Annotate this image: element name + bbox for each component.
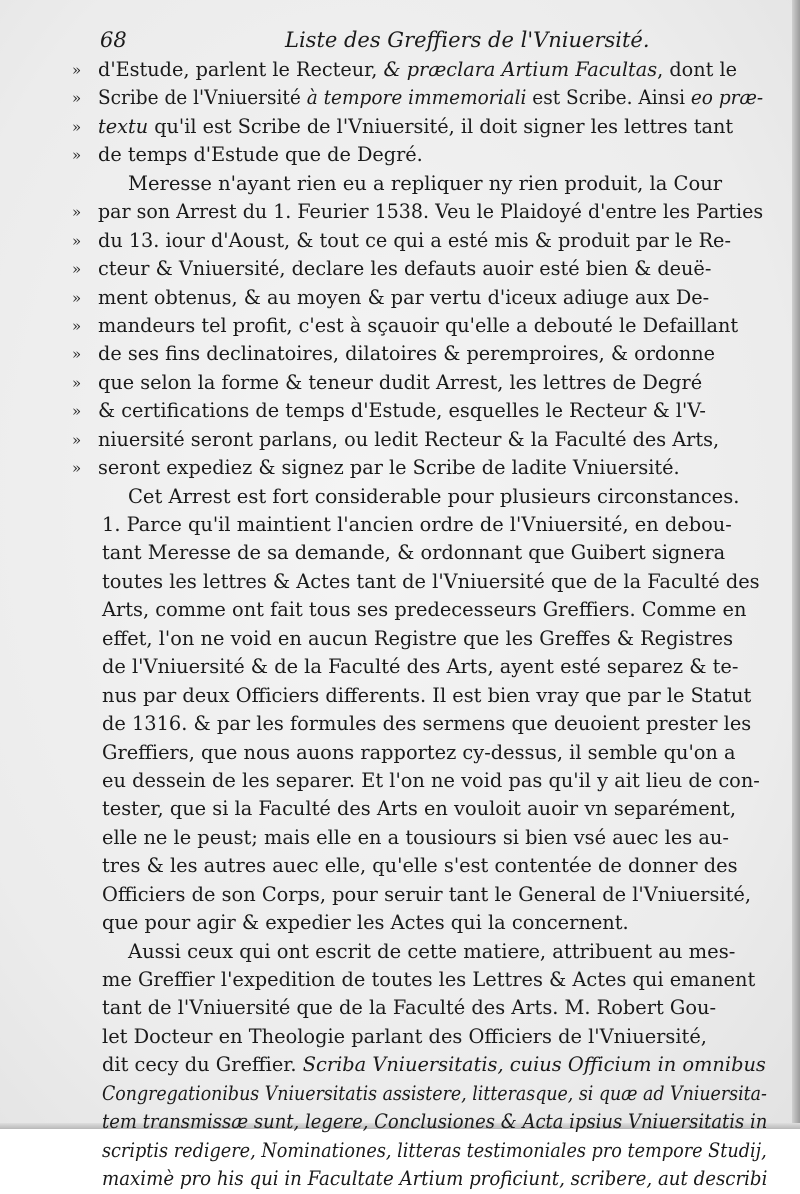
line-text	[128, 938, 772, 966]
text-line	[72, 909, 772, 937]
line-text	[102, 653, 767, 681]
text-line	[72, 938, 772, 966]
text-segment: , dont le	[657, 58, 738, 81]
text-line	[72, 84, 772, 112]
text-segment: Officiers de son Corps, pour seruir tant le General de l'Vniuersité,	[102, 882, 752, 906]
line-text	[128, 170, 772, 198]
text-segment: Arts, comme ont fait tous ses predecesseurs Greffiers. Comme en	[102, 598, 747, 622]
line-text	[98, 397, 763, 425]
text-line	[72, 625, 772, 653]
quote-mark: »	[72, 459, 82, 478]
text-segment: Greffiers, que nous auons rapportez cy-dessus, il semble qu'on a	[102, 740, 736, 764]
text-line	[72, 340, 772, 368]
text-line	[72, 881, 772, 909]
text-line	[72, 994, 772, 1022]
quote-mark: »	[72, 316, 82, 335]
text-line	[72, 255, 772, 283]
running-title: Liste des Greffiers de l'Vniuersité.	[285, 28, 650, 52]
text-line	[72, 198, 772, 226]
line-text	[102, 767, 767, 795]
text-line	[72, 1165, 772, 1193]
italic-segment: & præclara Artium Facultas	[383, 58, 658, 81]
text-line	[72, 56, 772, 84]
text-line	[72, 568, 772, 596]
text-segment: par son Arrest du 1. Feurier 1538. Veu le Plaidoyé d'entre les Parties	[98, 200, 764, 224]
italic-segment: eo præ-	[690, 86, 764, 110]
quote-mark: »	[72, 430, 82, 449]
text-segment: & certifications de temps d'Estude, esquelles le Recteur & l'V-	[98, 399, 706, 423]
italic-segment: tem transmissæ sunt, legere, Conclusiones & Acta ipsius Vniuersitatis in	[102, 1110, 768, 1134]
line-text	[102, 881, 767, 909]
text-segment: elle ne le peust; mais elle en a tousiours si bien vsé auec les au-	[102, 825, 729, 849]
quote-mark: »	[72, 260, 82, 279]
text-segment: que pour agir & expedier les Actes qui la concernent.	[102, 911, 629, 935]
line-text	[102, 596, 767, 624]
quote-mark: »	[72, 146, 82, 165]
text-segment: me Greffier l'expedition de toutes les Lettres & Actes qui emanent	[102, 968, 756, 991]
text-segment: tant de l'Vniuersité que de la Faculté des Arts. M. Robert Gou-	[102, 996, 717, 1020]
text-line	[72, 454, 772, 482]
quote-mark: »	[72, 345, 82, 364]
italic-segment: Congregationibus Vniuersitatis assistere, litterasque, si quæ ad Vniuersita-	[102, 1081, 767, 1105]
text-segment: niuersité seront parlans, ou ledit Recteur & la Faculté des Arts,	[98, 427, 720, 451]
text-segment: d'Estude, parlent le Recteur,	[98, 58, 384, 81]
text-segment: que selon la forme & teneur dudit Arrest, les lettres de Degré	[98, 370, 703, 394]
line-text	[98, 312, 763, 340]
text-line	[72, 795, 772, 823]
text-segment: eu dessein de les separer. Et l'on ne void pas qu'il y ait lieu de con-	[102, 768, 760, 792]
italic-segment: maximè pro his qui in Facultate Artium proficiunt, scribere, aut describi	[102, 1167, 768, 1191]
quote-mark: »	[72, 61, 82, 79]
text-segment: est Scribe. Ainsi	[526, 86, 691, 110]
text-segment: seront expediez & signez par le Scribe de ladite Vniuersité.	[98, 456, 680, 480]
text-line	[72, 312, 772, 340]
text-segment: de ses fins declinatoires, dilatoires & peremproires, & ordonne	[98, 342, 715, 366]
text-line	[72, 141, 772, 169]
text-segment: tres & les autres auec elle, qu'elle s'est contentée de donner des	[102, 854, 738, 878]
quote-mark: »	[72, 89, 82, 108]
text-segment: Aussi ceux qui ont escrit de cette matiere, attribuent au mes-	[128, 939, 736, 963]
text-segment: let Docteur en Theologie parlant des Officiers de l'Vniuersité,	[102, 1024, 707, 1048]
text-line	[72, 284, 772, 312]
text-segment: Cet Arrest est fort considerable pour plusieurs circonstances.	[128, 484, 740, 508]
text-segment: nus par deux Officiers differents. Il est bien vray que par le Statut	[102, 683, 752, 707]
text-line	[72, 653, 772, 681]
text-line	[72, 397, 772, 425]
quote-mark: »	[72, 231, 82, 250]
line-text	[98, 56, 763, 84]
text-line	[72, 170, 772, 198]
text-line	[72, 227, 772, 255]
line-text	[102, 568, 767, 596]
line-text	[102, 1137, 767, 1165]
quote-mark: »	[72, 288, 82, 307]
text-segment: tant Meresse de sa demande, & ordonnant que Guibert signera	[102, 541, 726, 565]
quote-mark: »	[72, 203, 82, 222]
line-text	[102, 1165, 768, 1193]
line-text	[102, 625, 767, 653]
line-text	[98, 227, 763, 255]
text-line	[72, 113, 772, 141]
line-text	[98, 84, 764, 112]
text-segment: tester, que si la Faculté des Arts en vouloit auoir vn separément,	[102, 797, 737, 821]
line-text	[102, 682, 767, 710]
line-text	[98, 255, 763, 283]
text-line	[72, 1137, 772, 1165]
line-text	[98, 141, 763, 169]
italic-segment: scriptis redigere, Nominationes, litteras testimoniales pro tempore Studij,	[102, 1138, 767, 1162]
line-text	[98, 198, 764, 226]
text-segment: mandeurs tel profit, c'est à sçauoir qu'elle a debouté le Defaillant	[98, 313, 739, 337]
text-line	[72, 710, 772, 738]
line-text	[102, 994, 767, 1022]
line-text	[102, 710, 767, 738]
text-line	[72, 511, 772, 539]
text-line	[72, 539, 772, 567]
text-segment: de l'Vniuersité & de la Faculté des Arts, ayent esté separez & te-	[102, 655, 739, 679]
text-line	[72, 426, 772, 454]
italic-segment: à tempore immemoriali	[306, 86, 527, 110]
page-header	[100, 28, 760, 56]
page-edge-shadow	[792, 0, 800, 1129]
text-segment: de temps d'Estude que de Degré.	[98, 143, 423, 167]
line-text	[102, 1023, 767, 1051]
line-text	[102, 1108, 768, 1136]
line-text	[102, 511, 767, 539]
line-text	[102, 909, 767, 937]
italic-segment: textu	[98, 114, 149, 138]
text-line	[72, 966, 772, 994]
line-text	[98, 284, 763, 312]
line-text	[98, 113, 763, 141]
text-line	[72, 1023, 772, 1051]
text-line	[72, 824, 772, 852]
quote-mark: »	[72, 373, 82, 392]
text-line	[72, 369, 772, 397]
text-segment: de 1316. & par les formules des sermens que deuoient prester les	[102, 712, 752, 736]
text-line	[72, 483, 772, 511]
text-segment: cteur & Vniuersité, declare les defauts auoir esté bien & deuë-	[98, 257, 712, 281]
line-text	[102, 795, 767, 823]
line-text	[102, 539, 767, 567]
line-text	[98, 369, 763, 397]
line-text	[102, 824, 767, 852]
text-segment: effet, l'on ne void en aucun Registre que les Greffes & Registres	[102, 626, 734, 650]
text-segment: toutes les lettres & Actes tant de l'Vniuersité que de la Faculté des	[102, 569, 760, 593]
text-segment: 1. Parce qu'il maintient l'ancien ordre de l'Vniuersité, en debou-	[102, 513, 732, 536]
line-text	[102, 966, 767, 994]
body-text	[72, 56, 772, 1194]
text-line	[72, 1080, 772, 1108]
text-line	[72, 852, 772, 880]
line-text	[98, 426, 763, 454]
line-text	[98, 340, 763, 368]
text-line	[72, 1108, 772, 1136]
line-text	[102, 1051, 767, 1079]
text-line	[72, 739, 772, 767]
quote-mark: »	[72, 117, 82, 136]
page-number: 68	[100, 28, 127, 52]
line-text	[128, 483, 772, 511]
text-segment: ment obtenus, & au moyen & par vertu d'iceux adiuge aux De-	[98, 285, 710, 309]
quote-mark: »	[72, 402, 82, 421]
line-text	[102, 1080, 767, 1108]
line-text	[98, 454, 763, 482]
text-segment: Meresse n'ayant rien eu a repliquer ny rien produit, la Cour	[128, 171, 723, 195]
line-text	[102, 739, 767, 767]
italic-segment: Scriba Vniuersitatis, cuius Officium in omnibus	[302, 1053, 766, 1077]
text-line	[72, 596, 772, 624]
text-line	[72, 1051, 772, 1079]
text-segment: Scribe de l'Vniuersité	[98, 86, 307, 110]
text-segment: du 13. iour d'Aoust, & tout ce qui a esté mis & produit par le Re-	[98, 228, 731, 252]
text-line	[72, 767, 772, 795]
text-segment: dit cecy du Greffier.	[102, 1053, 303, 1077]
text-line	[72, 682, 772, 710]
text-segment: qu'il est Scribe de l'Vniuersité, il doit signer les lettres tant	[148, 114, 734, 138]
line-text	[102, 852, 767, 880]
